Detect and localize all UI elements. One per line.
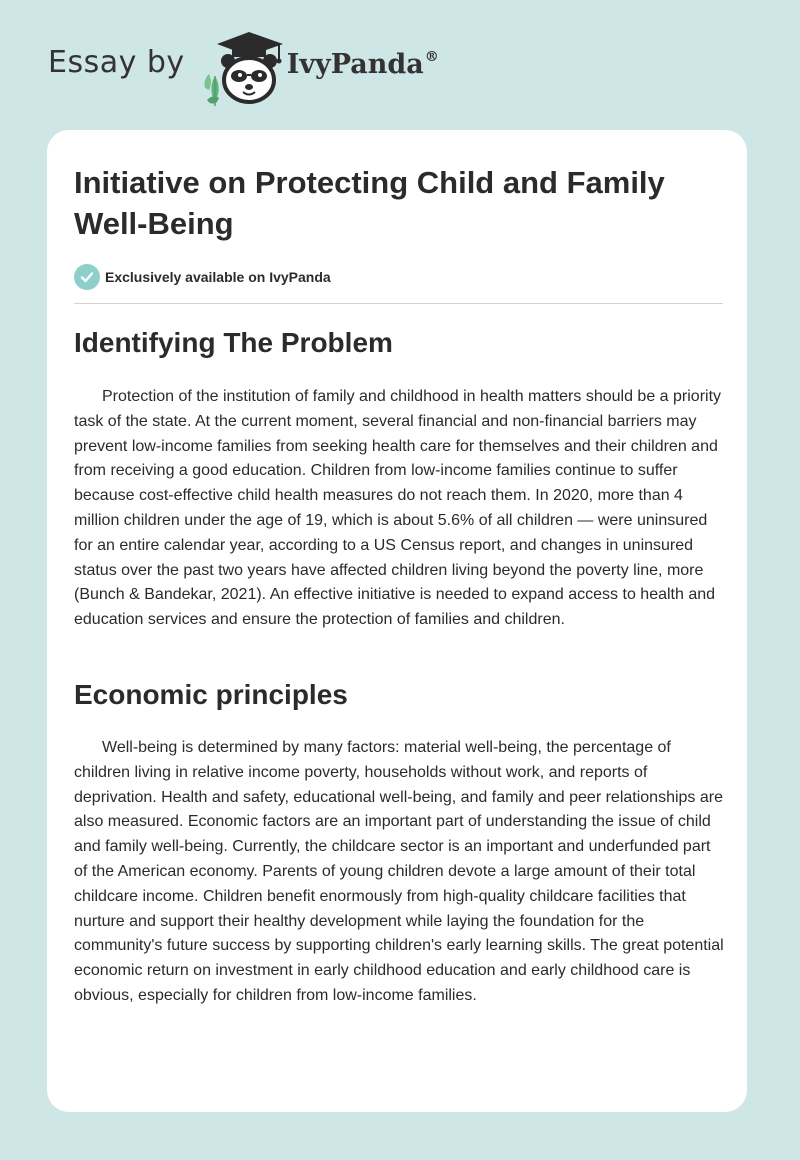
checkmark-icon [74, 264, 100, 290]
panda-logo-icon[interactable] [199, 28, 289, 108]
essay-by-label: Essay by [48, 44, 185, 80]
page-title: Initiative on Protecting Child and Family Well-Being [74, 165, 665, 241]
section-heading-problem: Identifying The Problem [74, 327, 393, 358]
site-header [48, 30, 439, 110]
exclusive-badge [74, 264, 331, 290]
section-paragraph-economic: Well-being is determined by many factors: material well-being, the percentage of children living in relative income poverty, households without work, and reports of deprivation. Health and safety, educational well-being, and family and peer relationships are also measured. Economic factors are an important part of understanding the issue of child and family well-being. Currently, the childcare sector is an important and underfunded part of the American economy. Parents of young children devote a large amount of their total childcare income. Children benefit enormously from high-quality childcare facilities that nurture and support their healthy development while laying the foundation for the community's future success by supporting children's early learning skills. The great potential economic return on investment in early childhood education and early childhood care is obvious, especially for children from low-income families. [74, 739, 724, 1004]
registered-mark: ® [424, 48, 439, 65]
brand-name[interactable]: IvyPanda® [286, 48, 439, 80]
exclusive-badge-text: Exclusively available on IvyPanda [105, 269, 331, 285]
divider [74, 303, 723, 304]
section-paragraph-problem: Protection of the institution of family and childhood in health matters should be a priority task of the state. At the current moment, several financial and non-financial barriers may prevent low-income families from seeking health care for themselves and their children and from receiving a good education. Children from low-income families continue to suffer because cost-effective child health measures do not reach them. In 2020, more than 4 million children under the age of 19, which is about 5.6% of all children — were uninsured for an entire calendar year, according to a US Census report, and changes in uninsured status over the past two years have affected children living beyond the poverty line, more (Bunch & Bandekar, 2021). An effective initiative is needed to expand access to health and education services and ensure the protection of families and children. [74, 388, 722, 629]
section-heading-economic: Economic principles [74, 679, 348, 710]
article-card [47, 130, 747, 1112]
